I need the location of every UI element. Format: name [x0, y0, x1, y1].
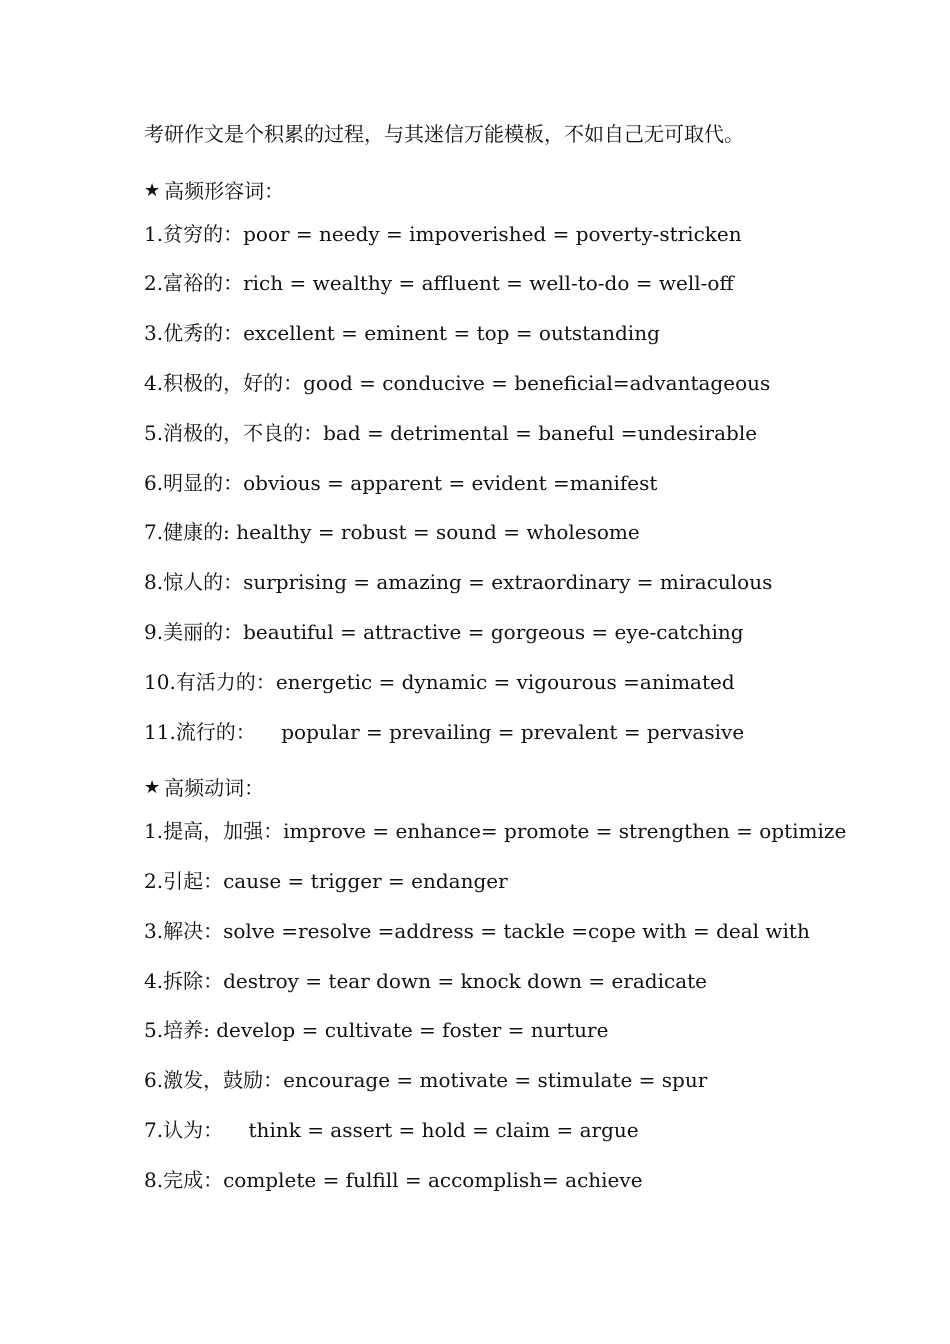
entry-synonyms: complete = fulfill = accomplish= achieve — [223, 1167, 643, 1192]
entry-number: 4. — [144, 968, 164, 993]
entry-term: 积极的，好的： — [163, 370, 304, 395]
star-icon: ★ — [144, 179, 161, 201]
adjective-entry-1 — [144, 216, 844, 266]
verb-entry-8 — [144, 1162, 844, 1212]
entry-number: 1. — [144, 221, 164, 246]
entry-synonyms: destroy = tear down = knock down = eradicate — [223, 968, 707, 993]
adjective-entry-7 — [144, 514, 844, 564]
section-heading-adjectives — [144, 166, 844, 216]
adjective-entry-9 — [144, 614, 844, 664]
entry-number: 6. — [144, 470, 164, 495]
entry-term: 解决： — [163, 918, 224, 943]
entry-synonyms: beautiful = attractive = gorgeous = eye-catching — [243, 619, 744, 644]
entry-synonyms: rich = wealthy = affluent = well-to-do = well-off — [243, 271, 734, 296]
entry-term: 完成： — [163, 1167, 224, 1192]
entry-term: 认为： — [163, 1117, 224, 1142]
entry-number: 3. — [144, 321, 164, 346]
entry-synonyms: think = assert = hold = claim = argue — [223, 1117, 639, 1142]
adjective-entry-10 — [144, 664, 844, 714]
entry-term: 激发，鼓励： — [163, 1068, 284, 1093]
entry-number: 7. — [144, 1117, 164, 1142]
entry-synonyms: improve = enhance= promote = strengthen = optimize — [283, 819, 847, 844]
section-title: 高频形容词： — [164, 178, 285, 203]
entry-synonyms: encourage = motivate = stimulate = spur — [283, 1068, 708, 1093]
adjective-entry-4 — [144, 365, 844, 415]
entry-number: 5. — [144, 420, 164, 445]
entry-number: 5. — [144, 1018, 164, 1043]
entry-synonyms: good = conducive = beneficial=advantageous — [303, 370, 771, 395]
entry-synonyms: healthy = robust = sound = wholesome — [229, 520, 640, 545]
vocabulary-list — [144, 116, 847, 1212]
entry-term: 明显的： — [163, 470, 244, 495]
entry-synonyms: develop = cultivate = foster = nurture — [209, 1018, 609, 1043]
entry-synonyms: popular = prevailing = prevalent = pervasive — [255, 719, 745, 744]
entry-number: 1. — [144, 819, 164, 844]
entry-number: 6. — [144, 1068, 164, 1093]
adjective-entry-3 — [144, 315, 844, 365]
adjective-entry-11 — [144, 714, 844, 764]
adjective-entry-2 — [144, 265, 844, 315]
entry-synonyms: energetic = dynamic = vigourous =animated — [275, 669, 735, 694]
entry-term: 流行的： — [175, 719, 256, 744]
adjective-entry-6 — [144, 465, 844, 515]
verb-entry-5 — [144, 1012, 844, 1062]
entry-number: 3. — [144, 918, 164, 943]
entry-term: 富裕的： — [163, 271, 244, 296]
verb-entry-4 — [144, 963, 844, 1013]
verb-entry-1 — [144, 813, 847, 863]
entry-synonyms: excellent = eminent = top = outstanding — [243, 321, 660, 346]
entry-term: 拆除： — [163, 968, 224, 993]
entry-number: 2. — [144, 271, 164, 296]
entry-number: 9. — [144, 619, 164, 644]
verb-entry-7 — [144, 1112, 844, 1162]
section-heading-verbs — [144, 763, 844, 813]
intro-sentence: 考研作文是个积累的过程，与其迷信万能模板，不如自己无可取代。 — [144, 122, 744, 146]
entry-term: 健康的: — [163, 520, 230, 545]
entry-synonyms: solve =resolve =address = tackle =cope with = deal with — [223, 918, 810, 943]
section-title: 高频动词： — [164, 776, 265, 801]
entry-number: 2. — [144, 868, 164, 893]
verb-entry-6 — [144, 1062, 844, 1112]
entry-term: 优秀的： — [163, 321, 244, 346]
entry-term: 消极的，不良的： — [163, 420, 324, 445]
entry-term: 培养: — [163, 1018, 210, 1043]
verb-entry-3 — [144, 913, 844, 963]
entry-number: 7. — [144, 520, 164, 545]
entry-number: 8. — [144, 570, 164, 595]
entry-synonyms: bad = detrimental = baneful =undesirable — [323, 420, 758, 445]
verb-entry-2 — [144, 863, 844, 913]
entry-synonyms: surprising = amazing = extraordinary = miraculous — [243, 570, 773, 595]
entry-term: 引起： — [163, 868, 224, 893]
entry-term: 惊人的： — [163, 570, 244, 595]
entry-number: 4. — [144, 370, 164, 395]
adjective-entry-5 — [144, 415, 844, 465]
entry-term: 有活力的： — [175, 669, 276, 694]
entry-synonyms: poor = needy = impoverished = poverty-stricken — [243, 221, 742, 246]
adjective-entry-8 — [144, 564, 844, 614]
entry-term: 贫穷的： — [163, 221, 244, 246]
entry-synonyms: cause = trigger = endanger — [223, 868, 508, 893]
entry-term: 提高，加强： — [163, 819, 284, 844]
entry-synonyms: obvious = apparent = evident =manifest — [243, 470, 658, 495]
entry-term: 美丽的： — [163, 619, 244, 644]
entry-number: 11. — [144, 719, 176, 744]
entry-number: 8. — [144, 1167, 164, 1192]
star-icon: ★ — [144, 777, 161, 799]
entry-number: 10. — [144, 669, 176, 694]
